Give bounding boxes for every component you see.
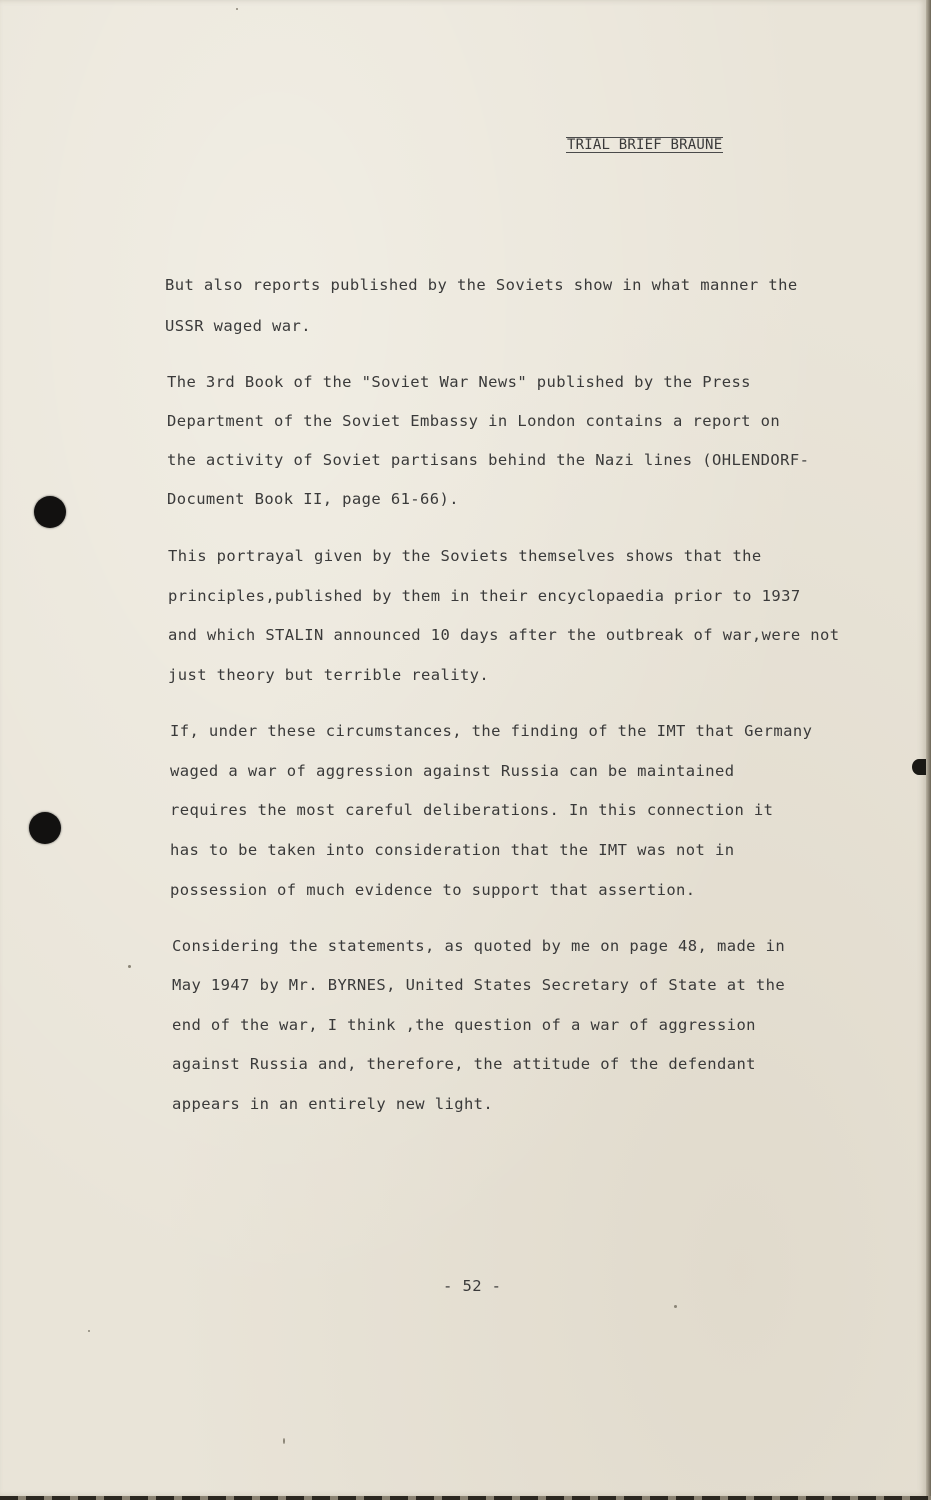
text-line: requires the most careful deliberations. In this connection it [170,801,774,819]
text-line: If, under these circumstances, the finding of the IMT that Germany [170,722,813,740]
paper-speck [674,1305,677,1308]
text-line: appears in an entirely new light. [172,1095,494,1113]
page-edge-bottom [0,1496,931,1500]
paper-speck [283,1438,285,1444]
text-line: The 3rd Book of the "Soviet War News" published by the Press [167,373,751,391]
paper-speck [88,1330,90,1332]
punch-hole-upper [34,496,66,528]
document-header: TRIAL BRIEF BRAUNE [567,137,723,153]
text-line: Considering the statements, as quoted by me on page 48, made in [172,937,786,955]
paper-speck [236,8,238,10]
text-line: against Russia and, therefore, the attitude of the defendant [172,1055,756,1073]
text-line: USSR waged war. [165,317,311,335]
punch-hole-lower [29,812,61,844]
text-line: end of the war, I think ,the question of a war of aggression [172,1016,756,1034]
text-line: just theory but terrible reality. [168,666,490,684]
page-number: - 52 - [443,1277,502,1295]
paper-speck [128,965,131,968]
text-line: the activity of Soviet partisans behind the Nazi lines (OHLENDORF- [167,451,810,469]
page-edge-right [926,0,931,1500]
edge-nick [912,759,926,775]
text-line: May 1947 by Mr. BYRNES, United States Secretary of State at the [172,976,786,994]
text-line: waged a war of aggression against Russia can be maintained [170,762,735,780]
text-line: and which STALIN announced 10 days after the outbreak of war,were not [168,626,840,644]
text-line: But also reports published by the Soviets show in what manner the [165,276,798,294]
text-line: has to be taken into consideration that the IMT was not in [170,841,735,859]
text-line: Department of the Soviet Embassy in London contains a report on [167,412,781,430]
text-line: This portrayal given by the Soviets themselves shows that the [168,547,762,565]
text-line: possession of much evidence to support that assertion. [170,881,696,899]
text-line: Document Book II, page 61-66). [167,490,459,508]
text-line: principles,published by them in their encyclopaedia prior to 1937 [168,587,801,605]
